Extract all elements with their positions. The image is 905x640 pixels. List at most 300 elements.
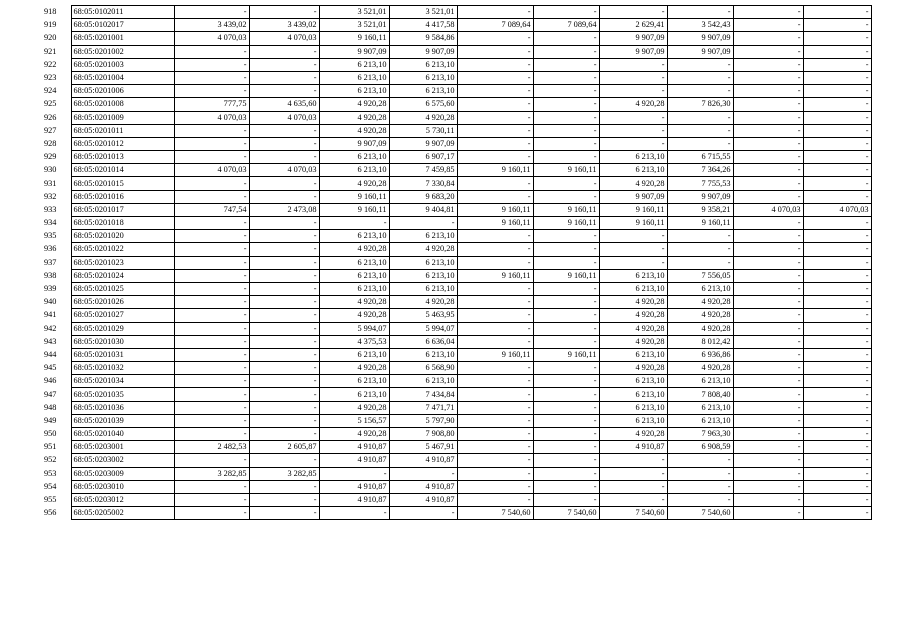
- value-cell: 9 584,86: [389, 32, 457, 45]
- value-cell: -: [174, 71, 249, 84]
- value-cell: 7 089,64: [457, 19, 533, 32]
- table-row: [41, 441, 871, 454]
- value-cell: -: [533, 309, 599, 322]
- value-cell: 3 542,43: [667, 19, 733, 32]
- value-cell: 5 994,07: [319, 322, 389, 335]
- value-cell: -: [457, 71, 533, 84]
- cadastral-code: 68:05:0201017: [71, 203, 174, 216]
- value-cell: -: [249, 256, 319, 269]
- cadastral-code: 68:05:0102017: [71, 19, 174, 32]
- cadastral-code: 68:05:0201022: [71, 243, 174, 256]
- cadastral-code: 68:05:0201032: [71, 362, 174, 375]
- cadastral-code: 68:05:0102011: [71, 6, 174, 19]
- value-cell: -: [533, 98, 599, 111]
- value-cell: -: [249, 480, 319, 493]
- value-cell: -: [803, 282, 871, 295]
- value-cell: -: [733, 335, 803, 348]
- value-cell: -: [249, 230, 319, 243]
- value-cell: -: [249, 296, 319, 309]
- value-cell: 6 213,10: [389, 256, 457, 269]
- table-row: [41, 282, 871, 295]
- value-cell: -: [803, 98, 871, 111]
- value-cell: -: [457, 85, 533, 98]
- value-cell: -: [667, 467, 733, 480]
- value-cell: -: [733, 243, 803, 256]
- row-number: 947: [44, 389, 57, 399]
- value-cell: 7 540,60: [667, 507, 733, 520]
- value-cell: -: [803, 414, 871, 427]
- value-cell: -: [457, 32, 533, 45]
- table-row: [41, 203, 871, 216]
- value-cell: -: [533, 6, 599, 19]
- value-cell: -: [249, 493, 319, 506]
- value-cell: 4 910,87: [599, 441, 667, 454]
- value-cell: 7 540,60: [457, 507, 533, 520]
- value-cell: -: [249, 428, 319, 441]
- cadastral-code: 68:05:0201008: [71, 98, 174, 111]
- value-cell: 6 908,59: [667, 441, 733, 454]
- value-cell: 4 920,28: [599, 309, 667, 322]
- value-cell: -: [803, 151, 871, 164]
- value-cell: 4 920,28: [599, 335, 667, 348]
- row-number: 924: [44, 86, 57, 96]
- value-cell: -: [733, 309, 803, 322]
- value-cell: -: [457, 282, 533, 295]
- value-cell: 5 730,11: [389, 124, 457, 137]
- value-cell: 4 920,28: [599, 177, 667, 190]
- value-cell: -: [174, 177, 249, 190]
- value-cell: 4 920,28: [319, 428, 389, 441]
- value-cell: -: [599, 493, 667, 506]
- cadastral-code: 68:05:0201004: [71, 71, 174, 84]
- value-cell: 2 482,53: [174, 441, 249, 454]
- value-cell: -: [174, 335, 249, 348]
- value-cell: 9 160,11: [319, 203, 389, 216]
- row-number: 940: [44, 297, 57, 307]
- row-number: 933: [44, 204, 57, 214]
- table-row: [41, 480, 871, 493]
- table-row: [41, 428, 871, 441]
- value-cell: 6 213,10: [319, 151, 389, 164]
- value-cell: -: [249, 137, 319, 150]
- cadastral-code: 68:05:0201002: [71, 45, 174, 58]
- table-row: [41, 177, 871, 190]
- value-cell: 777,75: [174, 98, 249, 111]
- value-cell: -: [803, 137, 871, 150]
- value-cell: 4 070,03: [249, 164, 319, 177]
- row-number: 941: [44, 310, 57, 320]
- table-row: [41, 137, 871, 150]
- cadastral-code: 68:05:0201024: [71, 269, 174, 282]
- value-cell: -: [733, 111, 803, 124]
- value-cell: 6 213,10: [599, 164, 667, 177]
- value-cell: -: [733, 441, 803, 454]
- value-cell: -: [389, 467, 457, 480]
- value-cell: 9 160,11: [457, 164, 533, 177]
- value-cell: 4 920,28: [667, 296, 733, 309]
- value-cell: -: [457, 493, 533, 506]
- value-cell: 4 070,03: [249, 32, 319, 45]
- value-cell: -: [733, 151, 803, 164]
- value-cell: 9 404,81: [389, 203, 457, 216]
- row-number: 936: [44, 244, 57, 254]
- value-cell: -: [667, 71, 733, 84]
- value-cell: -: [457, 441, 533, 454]
- value-cell: 6 213,10: [319, 71, 389, 84]
- value-cell: -: [533, 190, 599, 203]
- value-cell: -: [803, 322, 871, 335]
- value-cell: -: [174, 480, 249, 493]
- value-cell: -: [803, 362, 871, 375]
- value-cell: 6 575,60: [389, 98, 457, 111]
- value-cell: -: [733, 190, 803, 203]
- value-cell: -: [457, 322, 533, 335]
- value-cell: 6 213,10: [667, 375, 733, 388]
- value-cell: -: [174, 243, 249, 256]
- cadastral-code: 68:05:0201003: [71, 58, 174, 71]
- table-row: [41, 309, 871, 322]
- row-number: 925: [44, 99, 57, 109]
- value-cell: -: [599, 137, 667, 150]
- value-cell: 7 826,30: [667, 98, 733, 111]
- value-cell: -: [733, 137, 803, 150]
- row-number: 937: [44, 257, 57, 267]
- table-row: [41, 454, 871, 467]
- value-cell: 9 160,11: [319, 190, 389, 203]
- value-cell: -: [174, 493, 249, 506]
- value-cell: -: [733, 322, 803, 335]
- value-cell: -: [599, 6, 667, 19]
- value-cell: -: [667, 256, 733, 269]
- value-cell: 7 556,05: [667, 269, 733, 282]
- value-cell: 7 963,30: [667, 428, 733, 441]
- value-cell: -: [533, 335, 599, 348]
- table-row: [41, 467, 871, 480]
- cadastral-code: 68:05:0201011: [71, 124, 174, 137]
- value-cell: 9 160,11: [533, 217, 599, 230]
- value-cell: -: [457, 309, 533, 322]
- value-cell: -: [599, 230, 667, 243]
- value-cell: -: [249, 217, 319, 230]
- value-cell: 9 160,11: [533, 164, 599, 177]
- table-row: [41, 230, 871, 243]
- value-cell: -: [249, 348, 319, 361]
- row-number: 950: [44, 429, 57, 439]
- cadastral-code: 68:05:0201012: [71, 137, 174, 150]
- value-cell: -: [457, 401, 533, 414]
- table-row: [41, 507, 871, 520]
- value-cell: 6 213,10: [389, 282, 457, 295]
- value-cell: -: [533, 32, 599, 45]
- value-cell: 4 920,28: [319, 98, 389, 111]
- value-cell: 9 907,09: [667, 32, 733, 45]
- row-number: 918: [44, 7, 57, 17]
- value-cell: 6 213,10: [599, 269, 667, 282]
- value-cell: -: [457, 124, 533, 137]
- value-cell: -: [733, 58, 803, 71]
- value-cell: -: [803, 45, 871, 58]
- value-cell: -: [249, 401, 319, 414]
- value-cell: -: [457, 428, 533, 441]
- value-cell: -: [249, 58, 319, 71]
- value-cell: -: [533, 151, 599, 164]
- row-number: 938: [44, 270, 57, 280]
- value-cell: -: [803, 388, 871, 401]
- value-cell: -: [457, 375, 533, 388]
- value-cell: -: [457, 243, 533, 256]
- value-cell: 9 358,21: [667, 203, 733, 216]
- value-cell: -: [389, 507, 457, 520]
- value-cell: -: [174, 454, 249, 467]
- value-cell: -: [733, 282, 803, 295]
- value-cell: 2 605,87: [249, 441, 319, 454]
- value-cell: -: [733, 177, 803, 190]
- value-cell: -: [174, 230, 249, 243]
- value-cell: 6 213,10: [319, 348, 389, 361]
- value-cell: -: [174, 296, 249, 309]
- row-number: 942: [44, 323, 57, 333]
- table-row: [41, 164, 871, 177]
- value-cell: -: [533, 71, 599, 84]
- value-cell: -: [174, 256, 249, 269]
- value-cell: 6 213,10: [389, 85, 457, 98]
- cadastral-code: 68:05:0201031: [71, 348, 174, 361]
- value-cell: 6 213,10: [599, 414, 667, 427]
- row-number: 944: [44, 349, 57, 359]
- value-cell: 4 920,28: [599, 362, 667, 375]
- value-cell: -: [457, 467, 533, 480]
- table-row: [41, 85, 871, 98]
- cadastral-code: 68:05:0201018: [71, 217, 174, 230]
- value-cell: 4 920,28: [319, 309, 389, 322]
- value-cell: 7 364,26: [667, 164, 733, 177]
- cadastral-code: 68:05:0203002: [71, 454, 174, 467]
- value-cell: -: [533, 296, 599, 309]
- value-cell: -: [599, 480, 667, 493]
- value-cell: -: [803, 58, 871, 71]
- value-cell: 4 910,87: [389, 480, 457, 493]
- row-number: 954: [44, 481, 57, 491]
- value-cell: 6 213,10: [389, 58, 457, 71]
- value-cell: -: [533, 137, 599, 150]
- value-cell: -: [803, 309, 871, 322]
- table-row: [41, 32, 871, 45]
- value-cell: 9 160,11: [533, 269, 599, 282]
- value-cell: 9 160,11: [667, 217, 733, 230]
- value-cell: -: [733, 164, 803, 177]
- value-cell: 6 715,55: [667, 151, 733, 164]
- value-cell: -: [174, 58, 249, 71]
- value-cell: 7 908,80: [389, 428, 457, 441]
- value-cell: -: [667, 493, 733, 506]
- value-cell: 4 910,87: [319, 441, 389, 454]
- value-cell: -: [174, 375, 249, 388]
- value-cell: 9 907,09: [389, 45, 457, 58]
- value-cell: 9 160,11: [599, 203, 667, 216]
- value-cell: 4 070,03: [249, 111, 319, 124]
- value-cell: -: [599, 71, 667, 84]
- value-cell: -: [457, 137, 533, 150]
- value-cell: -: [174, 401, 249, 414]
- value-cell: -: [803, 71, 871, 84]
- value-cell: -: [733, 507, 803, 520]
- value-cell: 6 213,10: [319, 282, 389, 295]
- value-cell: -: [733, 45, 803, 58]
- value-cell: -: [174, 217, 249, 230]
- value-cell: -: [174, 45, 249, 58]
- cadastral-code: 68:05:0203012: [71, 493, 174, 506]
- cadastral-code: 68:05:0203001: [71, 441, 174, 454]
- value-cell: -: [174, 269, 249, 282]
- value-cell: -: [249, 269, 319, 282]
- row-number: 932: [44, 191, 57, 201]
- row-number: 929: [44, 152, 57, 162]
- value-cell: -: [174, 309, 249, 322]
- value-cell: 4 920,28: [667, 362, 733, 375]
- value-cell: -: [667, 454, 733, 467]
- value-cell: -: [249, 124, 319, 137]
- value-cell: -: [457, 6, 533, 19]
- value-cell: -: [174, 282, 249, 295]
- table-row: [41, 256, 871, 269]
- value-cell: -: [803, 401, 871, 414]
- value-cell: -: [249, 282, 319, 295]
- table-row: [41, 269, 871, 282]
- value-cell: -: [533, 414, 599, 427]
- value-cell: 7 434,84: [389, 388, 457, 401]
- value-cell: 6 213,10: [599, 348, 667, 361]
- value-cell: -: [319, 217, 389, 230]
- value-cell: 6 213,10: [389, 375, 457, 388]
- row-number: 943: [44, 336, 57, 346]
- row-number: 923: [44, 73, 57, 83]
- value-cell: -: [174, 322, 249, 335]
- cadastral-code: 68:05:0203009: [71, 467, 174, 480]
- value-cell: -: [599, 85, 667, 98]
- cadastral-code: 68:05:0205002: [71, 507, 174, 520]
- value-cell: -: [249, 85, 319, 98]
- value-cell: -: [733, 230, 803, 243]
- value-cell: -: [733, 493, 803, 506]
- value-cell: 4 920,28: [599, 322, 667, 335]
- value-cell: 6 636,04: [389, 335, 457, 348]
- value-cell: -: [733, 362, 803, 375]
- row-number: 921: [44, 46, 57, 56]
- cadastral-code: 68:05:0201039: [71, 414, 174, 427]
- table-row: [41, 45, 871, 58]
- row-number: 931: [44, 178, 57, 188]
- value-cell: 4 070,03: [733, 203, 803, 216]
- value-cell: -: [174, 151, 249, 164]
- row-number: 928: [44, 138, 57, 148]
- value-cell: 6 907,17: [389, 151, 457, 164]
- value-cell: -: [249, 335, 319, 348]
- cadastral-code: 68:05:0201023: [71, 256, 174, 269]
- value-cell: -: [803, 375, 871, 388]
- value-cell: -: [667, 85, 733, 98]
- value-cell: -: [667, 243, 733, 256]
- value-cell: 9 160,11: [599, 217, 667, 230]
- value-cell: -: [457, 151, 533, 164]
- value-cell: 6 213,10: [667, 401, 733, 414]
- value-cell: -: [803, 335, 871, 348]
- value-cell: 6 568,90: [389, 362, 457, 375]
- value-cell: 9 907,09: [389, 137, 457, 150]
- value-cell: -: [457, 58, 533, 71]
- value-cell: -: [803, 190, 871, 203]
- value-cell: -: [457, 480, 533, 493]
- cadastral-code: 68:05:0201015: [71, 177, 174, 190]
- value-cell: 9 160,11: [457, 203, 533, 216]
- value-cell: -: [803, 467, 871, 480]
- value-cell: 4 417,58: [389, 19, 457, 32]
- value-cell: 6 213,10: [319, 388, 389, 401]
- cadastral-code: 68:05:0201001: [71, 32, 174, 45]
- value-cell: 7 471,71: [389, 401, 457, 414]
- value-cell: 747,54: [174, 203, 249, 216]
- value-cell: -: [803, 243, 871, 256]
- value-cell: -: [533, 480, 599, 493]
- value-cell: -: [457, 256, 533, 269]
- value-cell: -: [733, 19, 803, 32]
- table-row: [41, 98, 871, 111]
- value-cell: -: [599, 124, 667, 137]
- value-cell: 6 213,10: [319, 375, 389, 388]
- value-cell: 4 070,03: [174, 32, 249, 45]
- value-cell: 4 920,28: [667, 309, 733, 322]
- cadastral-code: 68:05:0201006: [71, 85, 174, 98]
- value-cell: -: [533, 177, 599, 190]
- value-cell: 4 920,28: [667, 322, 733, 335]
- cadastral-code: 68:05:0201040: [71, 428, 174, 441]
- value-cell: -: [733, 414, 803, 427]
- value-cell: -: [533, 124, 599, 137]
- cadastral-code: 68:05:0201025: [71, 282, 174, 295]
- value-cell: 5 797,90: [389, 414, 457, 427]
- value-cell: -: [803, 217, 871, 230]
- value-cell: -: [733, 480, 803, 493]
- value-cell: -: [533, 230, 599, 243]
- value-cell: -: [803, 256, 871, 269]
- value-cell: 6 936,86: [667, 348, 733, 361]
- value-cell: 9 160,11: [457, 269, 533, 282]
- value-cell: -: [533, 493, 599, 506]
- value-cell: -: [599, 454, 667, 467]
- value-cell: -: [533, 322, 599, 335]
- row-number: 949: [44, 415, 57, 425]
- value-cell: -: [174, 124, 249, 137]
- value-cell: 9 907,09: [599, 45, 667, 58]
- row-number: 919: [44, 20, 57, 30]
- value-cell: -: [733, 296, 803, 309]
- value-cell: -: [457, 230, 533, 243]
- value-cell: -: [533, 375, 599, 388]
- value-cell: -: [457, 45, 533, 58]
- value-cell: -: [457, 388, 533, 401]
- value-cell: -: [803, 507, 871, 520]
- value-cell: -: [457, 362, 533, 375]
- value-cell: 9 907,09: [319, 45, 389, 58]
- value-cell: -: [533, 362, 599, 375]
- value-cell: 4 920,28: [319, 111, 389, 124]
- value-cell: 7 459,85: [389, 164, 457, 177]
- value-cell: 9 907,09: [667, 190, 733, 203]
- value-cell: -: [389, 217, 457, 230]
- value-cell: 4 920,28: [599, 296, 667, 309]
- value-cell: -: [733, 467, 803, 480]
- value-cell: 4 070,03: [803, 203, 871, 216]
- table-row: [41, 151, 871, 164]
